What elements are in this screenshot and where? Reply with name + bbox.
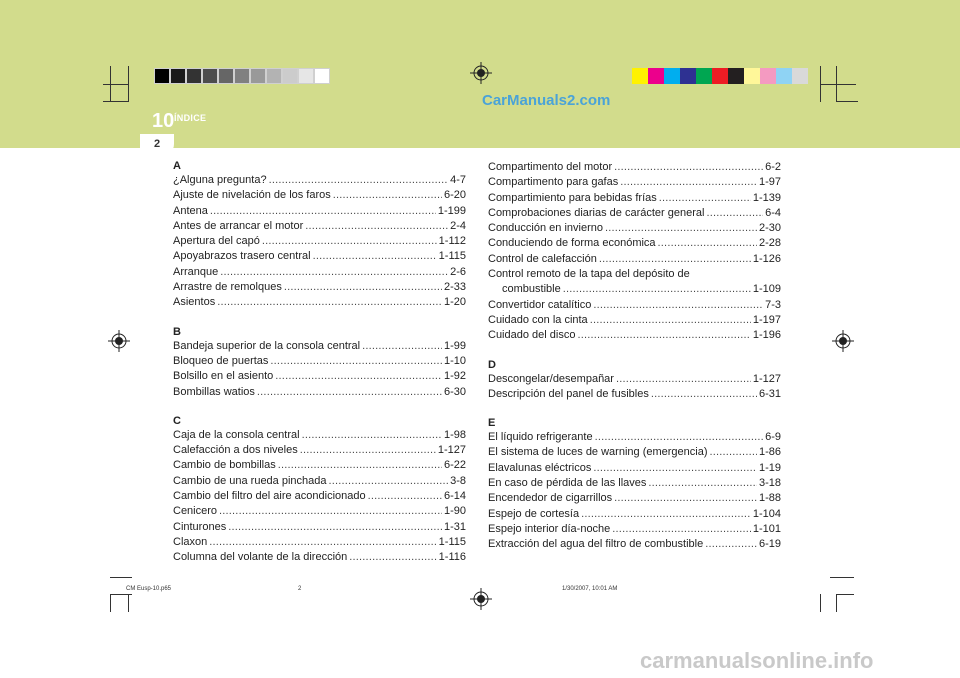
index-column-right <box>488 160 781 553</box>
dot-leader <box>659 191 751 206</box>
index-entry <box>173 489 466 504</box>
footer-date: 1/30/2007, 10:01 AM <box>562 586 618 592</box>
index-entry-text: ¿Alguna pregunta? <box>173 174 267 186</box>
index-entry-page: 2-28 <box>758 237 781 250</box>
dot-leader <box>329 474 449 489</box>
index-entry-text: Control remoto de la tapa del depósito de <box>488 268 690 281</box>
dot-leader <box>210 204 436 219</box>
dot-leader <box>275 369 442 384</box>
index-entry-text: Conduciendo de forma económica <box>488 237 656 250</box>
index-entry <box>488 372 781 387</box>
index-letter-heading: E <box>488 417 496 430</box>
dot-leader <box>257 385 442 400</box>
index-entry <box>488 236 781 251</box>
crop-mark <box>103 84 129 85</box>
index-entry-page: 6-14 <box>443 490 466 503</box>
color-swatch <box>298 68 314 84</box>
index-entry <box>488 507 781 522</box>
index-entry-text: Asientos <box>173 296 216 309</box>
index-entry-page: 1-126 <box>752 252 781 265</box>
crop-mark <box>836 594 854 595</box>
index-entry-text: Arrastre de remolques <box>173 281 282 294</box>
color-swatch <box>250 68 266 84</box>
index-entry-text: El líquido refrigerante <box>488 431 593 444</box>
index-entry-page: 1-97 <box>758 176 781 189</box>
dot-leader <box>614 491 757 506</box>
dot-leader <box>593 298 763 313</box>
index-entry-page: 1-115 <box>438 250 466 263</box>
index-entry-text: Compartimento para gafas <box>488 176 619 189</box>
index-entry <box>488 430 781 445</box>
index-entry-text: Antena <box>173 204 208 217</box>
index-entry <box>488 298 781 313</box>
index-entry <box>488 476 781 491</box>
color-swatch <box>282 68 298 84</box>
index-entry <box>173 354 466 369</box>
dot-leader <box>349 550 436 565</box>
index-entry-text: combustible <box>502 283 561 296</box>
color-swatch <box>664 68 680 84</box>
dot-leader <box>563 282 751 297</box>
index-column-left <box>173 160 466 566</box>
crop-mark <box>820 84 856 85</box>
index-entry-page: 1-197 <box>752 313 781 326</box>
index-entry-page: 6-31 <box>758 387 781 400</box>
index-entry-text: Extracción del agua del filtro de combustible <box>488 538 704 551</box>
crop-mark <box>128 594 129 612</box>
dot-leader <box>651 387 757 402</box>
index-entry-page: 1-199 <box>437 204 466 217</box>
color-swatch <box>202 68 218 84</box>
index-entry <box>173 474 466 489</box>
dot-leader <box>262 234 437 249</box>
index-entry-page: 1-90 <box>443 505 466 518</box>
index-entry-page: 1-88 <box>758 492 781 505</box>
index-entry-page: 2-30 <box>758 222 781 235</box>
index-entry-text: Cambio de una rueda pinchada <box>173 474 327 487</box>
index-entry <box>173 219 466 234</box>
dot-leader <box>219 504 442 519</box>
index-entry-page: 1-99 <box>443 339 466 352</box>
dot-leader <box>278 458 442 473</box>
index-entry-page: 6-30 <box>443 385 466 398</box>
index-entry-text: Bandeja superior de la consola central <box>173 339 361 352</box>
crop-mark <box>830 577 854 578</box>
dot-leader <box>577 328 750 343</box>
index-entry <box>488 461 781 476</box>
color-swatch <box>792 68 808 84</box>
index-entry-page: 1-115 <box>438 535 466 548</box>
index-letter-heading: B <box>173 325 181 338</box>
chapter-title: ÍNDICE <box>174 113 207 123</box>
index-entry-text: Descongelar/desempañar <box>488 372 614 385</box>
crop-mark <box>820 594 821 612</box>
dot-leader <box>705 537 757 552</box>
color-swatch <box>186 68 202 84</box>
index-entry <box>488 387 781 402</box>
index-entry-page: 1-127 <box>752 372 781 385</box>
color-swatch <box>744 68 760 84</box>
index-entry-text: En caso de pérdida de las llaves <box>488 477 647 490</box>
index-entry-text: Cuidado con la cinta <box>488 313 588 326</box>
index-entry-text: Elavalunas eléctricos <box>488 461 592 474</box>
index-entry-page: 1-116 <box>438 551 466 564</box>
crop-mark <box>103 101 129 102</box>
color-swatch <box>696 68 712 84</box>
color-swatch <box>680 68 696 84</box>
index-entry <box>173 204 466 219</box>
index-entry-text: Compartimento del motor <box>488 161 613 173</box>
color-swatch <box>760 68 776 84</box>
index-entry-text: Compartimiento para bebidas frías <box>488 191 657 204</box>
index-entry <box>173 520 466 535</box>
registration-mark-icon <box>470 62 492 84</box>
index-entry-text: Claxon <box>173 535 208 548</box>
index-entry-text: Apertura del capó <box>173 235 260 248</box>
index-entry-text: Bloqueo de puertas <box>173 354 269 367</box>
watermark-bottom[interactable]: carmanualsonline.info <box>640 648 874 673</box>
watermark-top[interactable]: CarManuals2.com <box>482 92 611 109</box>
dot-leader <box>217 295 442 310</box>
color-swatch <box>234 68 250 84</box>
index-entry <box>173 535 466 550</box>
index-entry <box>173 280 466 295</box>
crop-mark <box>110 577 132 578</box>
index-entry-page: 1-86 <box>758 446 781 459</box>
index-entry-page: 1-31 <box>443 520 466 533</box>
color-swatch <box>314 68 330 84</box>
index-entry-page: 6-4 <box>765 206 781 219</box>
index-entry <box>488 537 781 552</box>
dot-leader <box>706 206 763 221</box>
index-entry-text: Cambio del filtro del aire acondicionado <box>173 490 366 503</box>
color-swatch <box>776 68 792 84</box>
dot-leader <box>614 160 763 175</box>
color-swatch <box>154 68 170 84</box>
index-entry <box>488 252 781 267</box>
index-entry <box>488 313 781 328</box>
index-entry <box>173 385 466 400</box>
dot-leader <box>305 219 448 234</box>
color-swatch <box>218 68 234 84</box>
index-entry <box>488 522 781 537</box>
index-entry-page: 1-98 <box>443 428 466 441</box>
index-entry <box>488 160 781 175</box>
dot-leader <box>269 173 449 188</box>
index-entry-page: 1-196 <box>752 329 781 342</box>
dot-leader <box>593 461 757 476</box>
index-entry <box>173 369 466 384</box>
index-entry-text: Calefacción a dos niveles <box>173 444 298 457</box>
dot-leader <box>333 188 442 203</box>
index-entry-page: 6-2 <box>765 161 781 173</box>
color-swatch <box>648 68 664 84</box>
dot-leader <box>362 339 442 354</box>
color-swatch <box>170 68 186 84</box>
index-entry <box>488 206 781 221</box>
index-entry <box>173 458 466 473</box>
index-entry <box>173 428 466 443</box>
dot-leader <box>595 430 764 445</box>
index-entry <box>173 188 466 203</box>
index-entry-page: 1-109 <box>752 283 781 296</box>
index-entry-text: Control de calefacción <box>488 252 597 265</box>
index-entry-page: 1-20 <box>443 296 466 309</box>
dot-leader <box>284 280 442 295</box>
crop-mark <box>836 101 858 102</box>
index-entry-text: Espejo interior día-noche <box>488 522 611 535</box>
dot-leader <box>228 520 442 535</box>
dot-leader <box>300 443 436 458</box>
index-entry-page: 6-19 <box>758 538 781 551</box>
index-entry <box>488 191 781 206</box>
index-entry-text: Caja de la consola central <box>173 428 300 441</box>
color-calibration-bar <box>632 68 808 84</box>
index-entry-page: 6-9 <box>765 431 781 444</box>
crop-mark <box>836 594 837 612</box>
index-entry <box>488 491 781 506</box>
dot-leader <box>209 535 436 550</box>
index-entry <box>488 221 781 236</box>
index-entry <box>173 443 466 458</box>
index-entry <box>173 265 466 280</box>
index-entry-text: Bolsillo en el asiento <box>173 370 274 383</box>
index-entry-text: Cinturones <box>173 520 227 533</box>
dot-leader <box>581 507 751 522</box>
color-swatch <box>632 68 648 84</box>
color-swatch <box>712 68 728 84</box>
index-entry-text: Cambio de bombillas <box>173 459 276 472</box>
index-entry-page: 1-19 <box>758 461 781 474</box>
crop-mark <box>110 66 111 102</box>
footer-page: 2 <box>298 586 302 592</box>
index-entry-page: 2-6 <box>450 265 466 278</box>
registration-mark-icon <box>832 330 854 352</box>
index-entry-text: Encendedor de cigarrillos <box>488 492 613 505</box>
index-letter-heading: C <box>173 414 181 427</box>
index-entry <box>173 550 466 565</box>
dot-leader <box>612 522 751 537</box>
footer-file: CM Eusp-10.p65 <box>126 586 172 592</box>
index-entry-text: Comprobaciones diarias de carácter general <box>488 206 705 219</box>
registration-mark-icon <box>470 588 492 610</box>
index-entry-page: 6-22 <box>443 459 466 472</box>
index-entry-page: 2-4 <box>450 219 466 232</box>
gray-calibration-bar <box>154 68 330 84</box>
index-entry-text: Bombillas watios <box>173 385 255 398</box>
index-entry-text: Cuidado del disco <box>488 329 576 342</box>
index-entry <box>173 234 466 249</box>
index-entry-text: Columna del volante de la dirección <box>173 551 348 564</box>
index-entry-text: Espejo de cortesía <box>488 507 580 520</box>
index-entry <box>173 295 466 310</box>
index-entry <box>488 175 781 190</box>
dot-leader <box>710 445 757 460</box>
index-entry-page: 1-10 <box>443 354 466 367</box>
index-entry <box>173 504 466 519</box>
index-letter-heading: D <box>488 358 496 371</box>
dot-leader <box>368 489 442 504</box>
index-letter-heading: A <box>173 160 181 172</box>
dot-leader <box>590 313 751 328</box>
dot-leader <box>648 476 757 491</box>
index-entry <box>488 282 781 297</box>
index-entry-page: 1-139 <box>752 191 781 204</box>
index-entry-page: 7-3 <box>765 298 781 311</box>
left-margin <box>0 148 140 678</box>
crop-mark <box>110 594 111 612</box>
index-entry <box>173 249 466 264</box>
index-entry-text: Descripción del panel de fusibles <box>488 387 649 400</box>
index-entry-page: 1-92 <box>443 370 466 383</box>
index-entry-text: Antes de arrancar el motor <box>173 219 304 232</box>
index-entry-text: Arranque <box>173 265 219 278</box>
index-entry-page: 3-8 <box>450 474 466 487</box>
dot-leader <box>620 175 757 190</box>
dot-leader <box>313 249 437 264</box>
index-entry-text: El sistema de luces de warning (emergencia) <box>488 446 708 459</box>
index-entry-page: 2-33 <box>443 281 466 294</box>
dot-leader <box>616 372 751 387</box>
dot-leader <box>599 252 751 267</box>
dot-leader <box>605 221 757 236</box>
index-entry-text: Convertidor catalítico <box>488 298 592 311</box>
index-entry <box>173 173 466 188</box>
index-entry-page: 6-20 <box>443 189 466 202</box>
dot-leader <box>302 428 442 443</box>
registration-mark-icon <box>108 330 130 352</box>
index-entry-page: 1-104 <box>752 507 781 520</box>
index-entry-text: Ajuste de nivelación de los faros <box>173 189 331 202</box>
dot-leader <box>220 265 448 280</box>
index-entry-page: 1-101 <box>752 522 781 535</box>
index-entry-text: Conducción en invierno <box>488 222 603 235</box>
index-entry <box>488 328 781 343</box>
index-entry-page: 4-7 <box>450 174 466 186</box>
color-swatch <box>728 68 744 84</box>
color-swatch <box>266 68 282 84</box>
index-entry <box>488 445 781 460</box>
chapter-number: 10 <box>152 110 175 132</box>
index-entry-page: 3-18 <box>758 477 781 490</box>
index-entry-page: 1-127 <box>437 444 466 457</box>
index-entry-page: 1-112 <box>438 235 466 248</box>
page-number: 2 <box>154 138 161 150</box>
dot-leader <box>270 354 442 369</box>
index-entry <box>173 339 466 354</box>
index-entry-text: Apoyabrazos trasero central <box>173 250 311 263</box>
index-entry-text: Cenicero <box>173 505 218 518</box>
dot-leader <box>658 236 757 251</box>
